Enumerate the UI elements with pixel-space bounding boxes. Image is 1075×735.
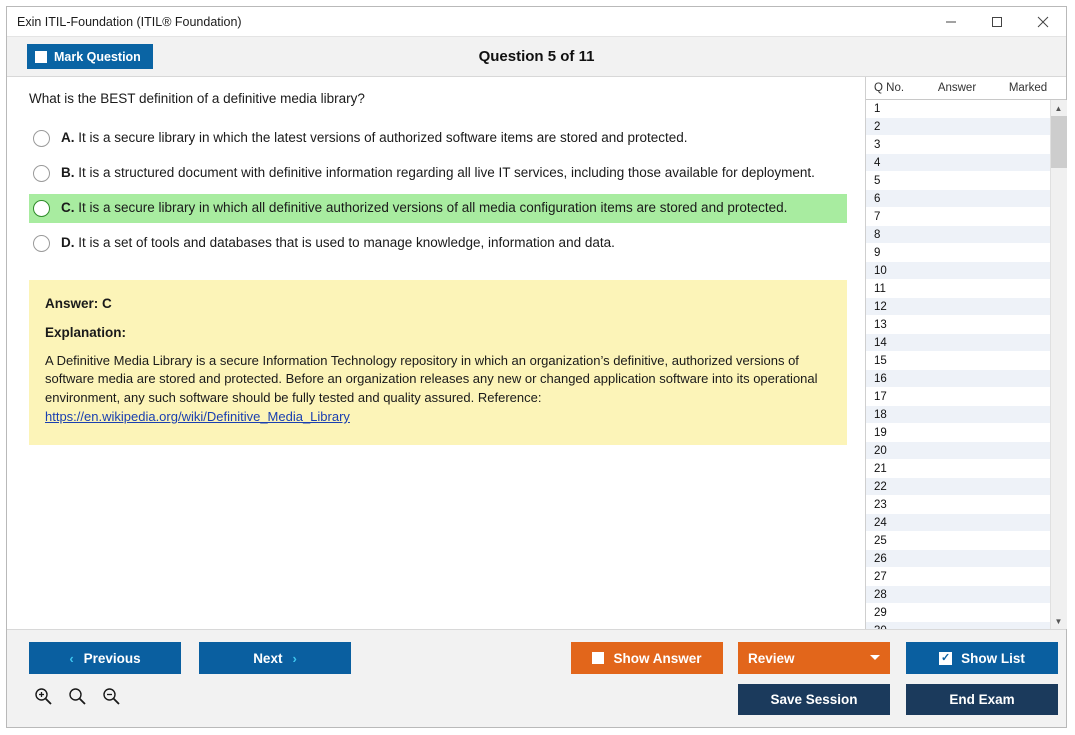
previous-label: Previous bbox=[83, 650, 141, 666]
question-list-row[interactable] bbox=[866, 550, 1050, 568]
answer-explanation-box bbox=[29, 280, 847, 445]
save-session-button[interactable] bbox=[738, 684, 890, 715]
exam-body bbox=[7, 77, 1066, 629]
question-number-cell: 8 bbox=[874, 228, 881, 241]
question-number-cell: 12 bbox=[874, 300, 887, 313]
question-number-cell: 11 bbox=[874, 282, 886, 295]
radio-icon[interactable] bbox=[33, 200, 50, 217]
checkbox-icon bbox=[592, 652, 604, 664]
question-number-cell: 21 bbox=[874, 462, 887, 475]
show-list-button[interactable] bbox=[906, 642, 1058, 674]
window-controls bbox=[928, 7, 1066, 37]
question-list-row[interactable] bbox=[866, 118, 1050, 136]
option-d-letter: D. bbox=[61, 234, 75, 250]
column-marked: Marked bbox=[1008, 82, 1048, 94]
question-list-row[interactable] bbox=[866, 370, 1050, 388]
question-list-row[interactable] bbox=[866, 388, 1050, 406]
radio-icon[interactable] bbox=[33, 235, 50, 252]
question-number-cell: 26 bbox=[874, 552, 887, 565]
question-list-row[interactable] bbox=[866, 136, 1050, 154]
question-number-cell: 10 bbox=[874, 264, 887, 277]
title-bar bbox=[7, 7, 1066, 37]
previous-button[interactable] bbox=[29, 642, 181, 674]
question-list-row[interactable] bbox=[866, 316, 1050, 334]
question-list-row[interactable] bbox=[866, 514, 1050, 532]
answer-label: Answer: C bbox=[45, 295, 112, 311]
question-list-row[interactable] bbox=[866, 568, 1050, 586]
option-b-text: It is a structured document with definitive information regarding all live IT services, including those available for deployment. bbox=[78, 164, 815, 180]
question-number-cell: 22 bbox=[874, 480, 887, 493]
zoom-toolbar bbox=[33, 686, 121, 709]
question-number-cell: 9 bbox=[874, 246, 881, 259]
question-number-cell: 24 bbox=[874, 516, 887, 529]
question-number-cell: 25 bbox=[874, 534, 887, 547]
question-number-cell: 27 bbox=[874, 570, 887, 583]
option-d[interactable] bbox=[29, 229, 847, 258]
zoom-out-icon[interactable] bbox=[101, 686, 121, 709]
maximize-icon[interactable] bbox=[974, 7, 1020, 37]
question-list-rows[interactable] bbox=[866, 100, 1050, 629]
option-c-letter: C. bbox=[61, 199, 75, 215]
zoom-in-icon[interactable] bbox=[33, 686, 53, 709]
option-b-letter: B. bbox=[61, 164, 75, 180]
question-number-cell: 5 bbox=[874, 174, 881, 187]
scrollbar-thumb[interactable] bbox=[1051, 116, 1067, 168]
question-list-row[interactable] bbox=[866, 334, 1050, 352]
question-list-row[interactable] bbox=[866, 298, 1050, 316]
question-list-row[interactable] bbox=[866, 262, 1050, 280]
show-list-label: Show List bbox=[961, 650, 1025, 666]
minimize-icon[interactable] bbox=[928, 7, 974, 37]
question-list-pane bbox=[865, 77, 1066, 629]
exam-footer bbox=[7, 629, 1066, 727]
question-list-header bbox=[866, 77, 1066, 100]
column-answer: Answer bbox=[937, 82, 977, 94]
reference-link[interactable]: https://en.wikipedia.org/wiki/Definitive_Media_Library bbox=[45, 409, 350, 425]
question-list-row[interactable] bbox=[866, 226, 1050, 244]
question-list-row[interactable] bbox=[866, 460, 1050, 478]
question-number-cell: 2 bbox=[874, 120, 881, 133]
question-number-cell: 7 bbox=[874, 210, 881, 223]
question-list-row[interactable] bbox=[866, 478, 1050, 496]
question-list-row[interactable] bbox=[866, 208, 1050, 226]
end-exam-label: End Exam bbox=[949, 692, 1015, 707]
question-number-cell: 23 bbox=[874, 498, 887, 511]
question-number-cell: 20 bbox=[874, 444, 887, 457]
option-a-text: It is a secure library in which the latest versions of authorized software items are stored and protected. bbox=[78, 130, 688, 145]
zoom-reset-icon[interactable] bbox=[67, 686, 87, 709]
question-number-cell: 6 bbox=[874, 192, 881, 205]
scroll-down-icon[interactable]: ▼ bbox=[1051, 613, 1067, 629]
question-number-cell: 14 bbox=[874, 336, 887, 349]
option-b[interactable] bbox=[29, 159, 847, 188]
question-number-cell: 1 bbox=[874, 102, 881, 115]
close-icon[interactable] bbox=[1020, 7, 1066, 37]
question-list-scrollbar[interactable] bbox=[1050, 100, 1066, 629]
option-a-letter: A. bbox=[61, 130, 75, 145]
radio-icon[interactable] bbox=[33, 165, 50, 182]
question-list-row[interactable] bbox=[866, 586, 1050, 604]
mark-question-button[interactable] bbox=[27, 44, 153, 69]
explanation-text-block bbox=[45, 352, 829, 427]
question-number-cell: 13 bbox=[874, 318, 887, 331]
chevron-down-icon bbox=[870, 655, 880, 660]
show-answer-label: Show Answer bbox=[613, 650, 702, 666]
question-list-row[interactable] bbox=[866, 442, 1050, 460]
question-number-cell: 4 bbox=[874, 156, 881, 169]
question-number-cell: 17 bbox=[874, 390, 887, 403]
review-button[interactable] bbox=[738, 642, 890, 674]
question-list-scroll-area bbox=[866, 100, 1066, 629]
question-list-row[interactable] bbox=[866, 244, 1050, 262]
save-session-label: Save Session bbox=[770, 692, 858, 707]
question-counter: Question 5 of 11 bbox=[478, 48, 595, 65]
window-title: Exin ITIL-Foundation (ITIL® Foundation) bbox=[17, 14, 242, 29]
exam-window bbox=[6, 6, 1067, 728]
column-q-no: Q No. bbox=[874, 82, 905, 94]
explanation-text: A Definitive Media Library is a secure Information Technology repository in which an organization’s definitive, authorized versions of software media are stored and protected. Before an organization releases any new or changed application software into its operational environment, any such software should be fully tested and quality assured. Reference: bbox=[45, 352, 818, 406]
chevron-left-icon: ‹ bbox=[69, 650, 74, 666]
scrollbar-track[interactable] bbox=[1051, 116, 1067, 613]
question-list-row[interactable] bbox=[866, 100, 1050, 118]
question-list-row[interactable] bbox=[866, 406, 1050, 424]
question-list-row[interactable] bbox=[866, 154, 1050, 172]
question-pane bbox=[7, 77, 865, 629]
question-number-cell: 19 bbox=[874, 426, 887, 439]
question-list-row[interactable] bbox=[866, 280, 1050, 298]
option-c-text: It is a secure library in which all definitive authorized versions of all media configuration items are stored and protected. bbox=[78, 199, 788, 215]
scroll-up-icon[interactable]: ▲ bbox=[1051, 100, 1067, 116]
option-a[interactable] bbox=[29, 124, 847, 153]
explanation-label: Explanation: bbox=[45, 324, 127, 340]
question-number-cell: 3 bbox=[874, 138, 881, 151]
end-exam-button[interactable] bbox=[906, 684, 1058, 715]
next-button[interactable] bbox=[199, 642, 351, 674]
mark-question-label: Mark Question bbox=[54, 49, 141, 64]
chevron-right-icon: › bbox=[292, 650, 297, 666]
option-c[interactable] bbox=[29, 194, 847, 223]
radio-icon[interactable] bbox=[33, 130, 50, 147]
question-number-cell: 15 bbox=[874, 354, 887, 367]
question-list-row[interactable] bbox=[866, 604, 1050, 622]
checkbox-icon bbox=[35, 51, 47, 63]
question-text: What is the BEST definition of a definitive media library? bbox=[29, 91, 365, 106]
question-list-row[interactable] bbox=[866, 172, 1050, 190]
question-list-row[interactable] bbox=[866, 496, 1050, 514]
check-icon: ✓ bbox=[941, 651, 951, 664]
question-number-cell: 18 bbox=[874, 408, 887, 421]
question-list-row[interactable] bbox=[866, 424, 1050, 442]
option-list bbox=[29, 124, 847, 258]
option-d-text: It is a set of tools and databases that is used to manage knowledge, information and data. bbox=[78, 234, 615, 250]
show-answer-button[interactable] bbox=[571, 642, 723, 674]
exam-header bbox=[7, 37, 1066, 77]
question-number-cell: 16 bbox=[874, 372, 887, 385]
question-list-row[interactable] bbox=[866, 532, 1050, 550]
question-number-cell: 28 bbox=[874, 588, 887, 601]
question-list-row[interactable] bbox=[866, 190, 1050, 208]
question-list-row[interactable] bbox=[866, 352, 1050, 370]
question-number-cell: 29 bbox=[874, 606, 887, 619]
next-label: Next bbox=[253, 650, 283, 666]
review-label: Review bbox=[748, 650, 795, 666]
